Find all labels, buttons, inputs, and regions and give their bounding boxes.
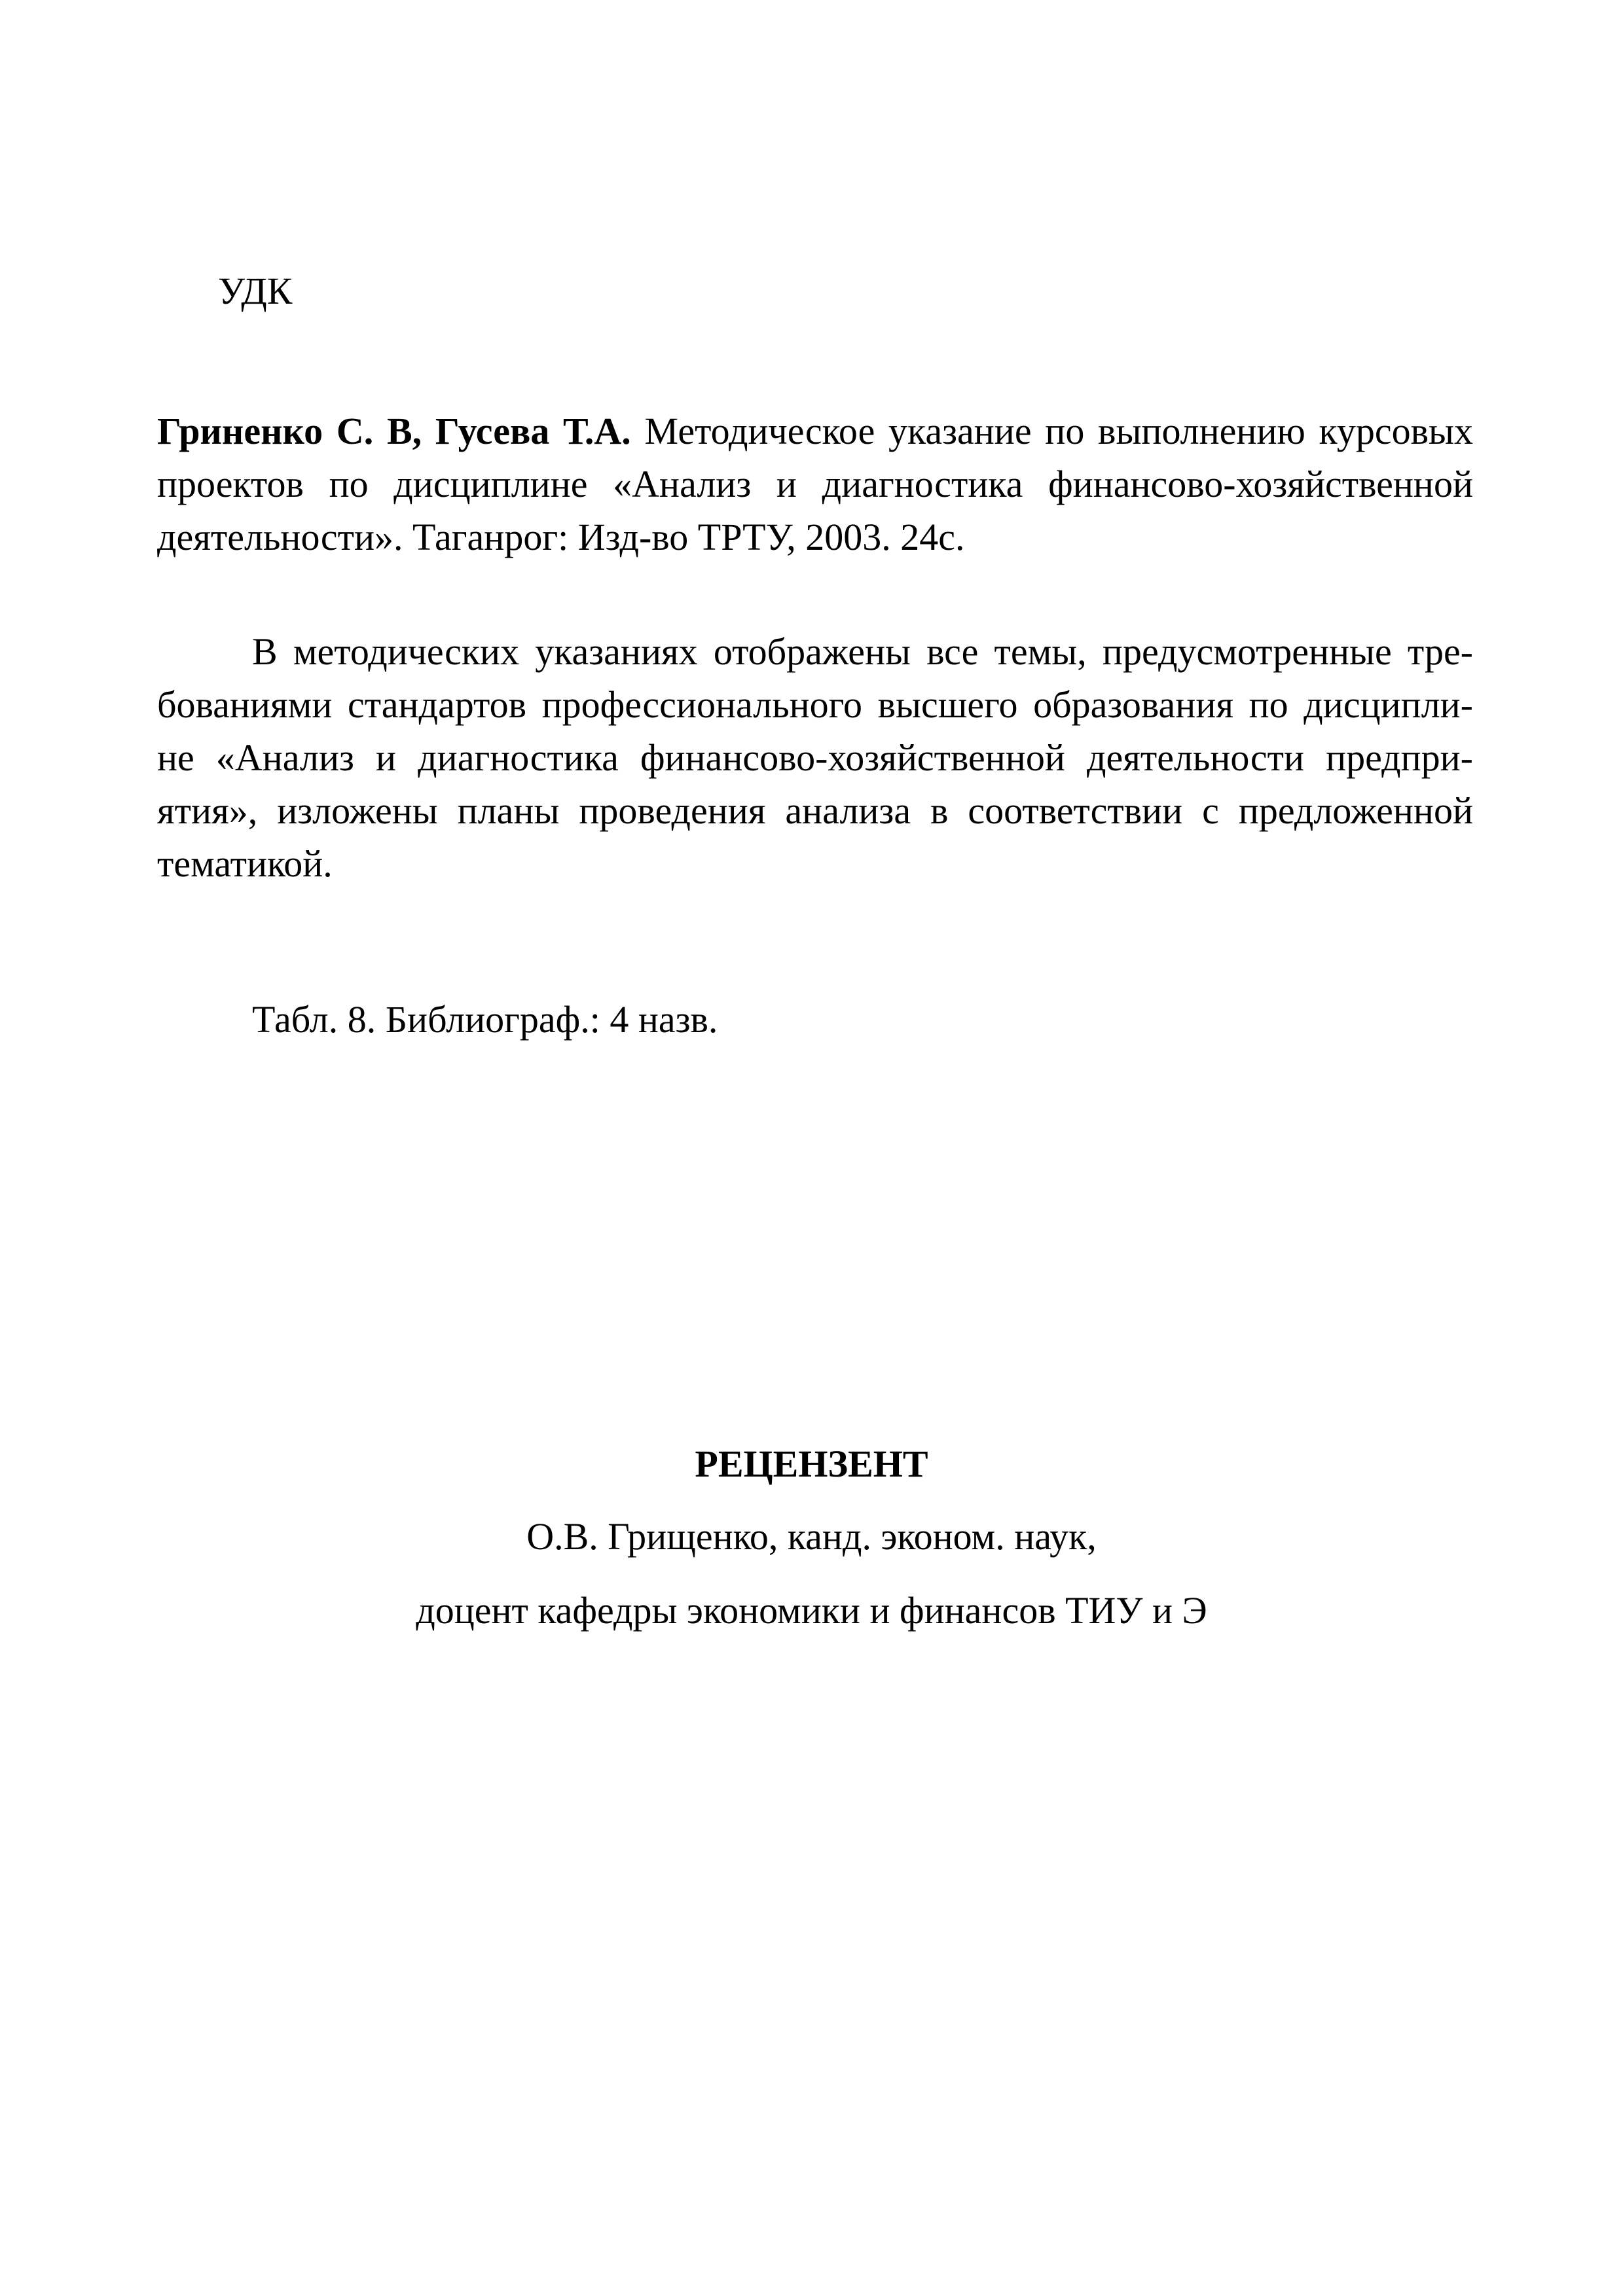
citation-authors: Гриненко С. В, Гусева Т.А.: [157, 410, 631, 452]
abstract-line-5: тематикой.: [157, 842, 333, 885]
abstract-line-1: В методических указаниях отображены все темы, предусмотренные тре-: [252, 630, 1473, 673]
abstract-paragraph: [157, 625, 1473, 890]
citation-line-3: деятельности». Таганрог: Изд-во ТРТУ, 2003. 24с.: [157, 516, 965, 558]
bibliography-note: Табл. 8. Библиограф.: 4 назв.: [252, 998, 718, 1041]
udk-label: УДК: [218, 270, 293, 312]
citation-title-start: Методическое указание по выполнению курсовых: [630, 410, 1473, 452]
citation-line-2: проектов по дисциплине «Анализ и диагностика финансово-хозяйственной: [157, 463, 1473, 505]
abstract-line-3: не «Анализ и диагностика финансово-хозяйственной деятельности предпри-: [157, 736, 1473, 779]
reviewer-name: О.В. Грищенко, канд. эконом. наук,: [526, 1515, 1097, 1558]
abstract-line-4: ятия», изложены планы проведения анализа в соответствии с предложенной: [157, 789, 1473, 832]
reviewer-block: [0, 1438, 1623, 1637]
citation-block: [157, 404, 1473, 564]
abstract-line-2: бованиями стандартов профессионального высшего образования по дисципли-: [157, 683, 1473, 726]
reviewer-position: доцент кафедры экономики и финансов ТИУ и Э: [416, 1589, 1207, 1632]
citation-line-1: [157, 404, 1473, 457]
reviewer-heading: РЕЦЕНЗЕНТ: [695, 1443, 928, 1485]
